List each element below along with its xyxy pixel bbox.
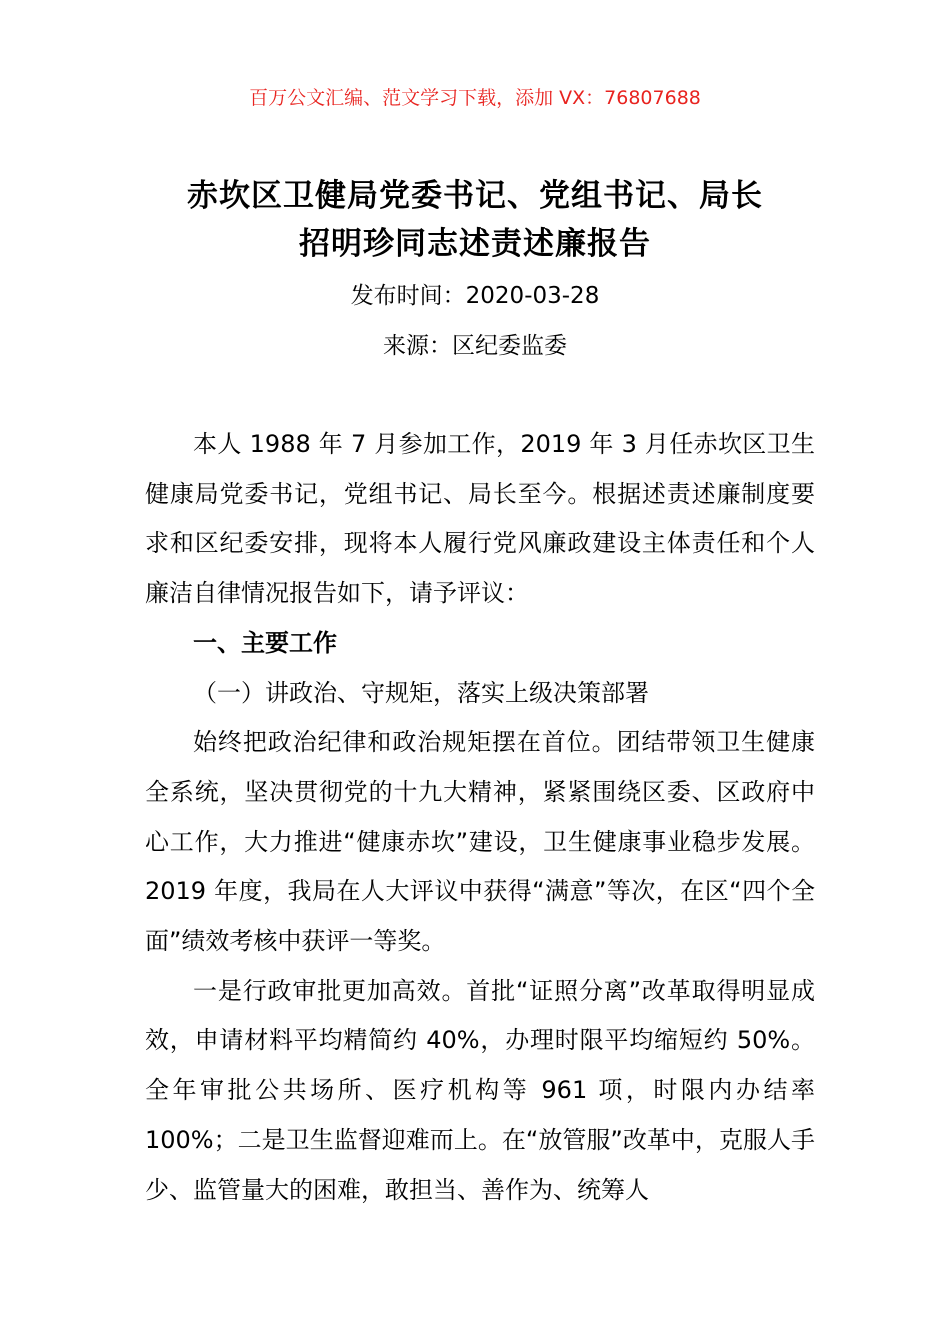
- document-body: [145, 420, 815, 1215]
- title-line-2: 招明珍同志述责述廉报告: [299, 226, 651, 262]
- paragraph-intro: 本人 1988 年 7 月参加工作，2019 年 3 月任赤坎区卫生健康局党委书记，党组书记、局长至今。根据述责述廉制度要求和区纪委安排，现将本人履行党风廉政建设主体责任和个人廉洁自律情况报告如下，请予评议：: [145, 430, 815, 608]
- paragraph: 一是行政审批更加高效。首批“证照分离”改革取得明显成效，申请材料平均精简约 40%，办理时限平均缩短约 50%。全年审批公共场所、医疗机构等 961 项，时限内办结率 100%；二是卫生监督迎难而上。在“放管服”改革中，克服人手少、监管量大的困难，敢担当、善作为、统筹人: [145, 976, 815, 1204]
- document-title: [0, 172, 950, 268]
- watermark-banner: 百万公文汇编、范文学习下载，添加 VX：76807688: [249, 87, 701, 109]
- publish-date: 发布时间：2020-03-28: [350, 283, 600, 309]
- title-line-1: 赤坎区卫健局党委书记、党组书记、局长: [187, 178, 763, 214]
- source-line: 来源：区纪委监委: [383, 333, 567, 359]
- subsection-heading: （一）讲政治、守规矩，落实上级决策部署: [193, 678, 649, 707]
- section-heading: 一、主要工作: [193, 628, 337, 657]
- paragraph: 始终把政治纪律和政治规矩摆在首位。团结带领卫生健康全系统，坚决贯彻党的十九大精神，紧紧围绕区委、区政府中心工作，大力推进“健康赤坎”建设，卫生健康事业稳步发展。2019 年度，我局在人大评议中获得“满意”等次，在区“四个全面”绩效考核中获评一等奖。: [145, 728, 815, 956]
